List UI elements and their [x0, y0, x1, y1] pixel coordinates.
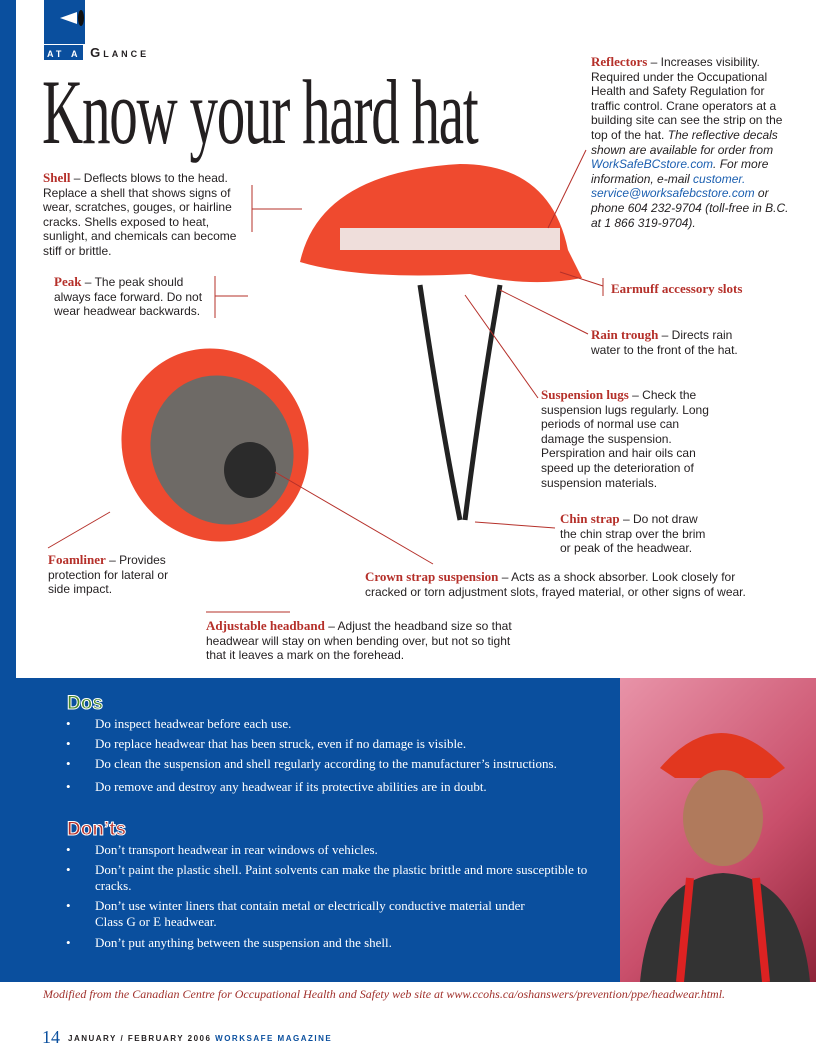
list-item: • Do inspect headwear before each use. — [66, 716, 292, 731]
email-link[interactable]: customer. service@worksafebcstore.com — [591, 171, 755, 201]
page-number: 14 — [42, 1027, 60, 1047]
source-note: Modified from the Canadian Centre for Occupational Health and Safety web site at www.ccohs.ca/oshanswers/prevention/ppe/headwear.html. — [43, 987, 726, 1001]
list-item: • Don’t use winter liners that contain metal or electrically conductive material under Class G or E headwear. — [66, 898, 525, 929]
dos-heading: Dos — [67, 693, 103, 714]
page-title: Know your hard hat — [42, 61, 478, 163]
callout-suspension-lugs: Suspension lugs – Check the suspension lugs regularly. Long periods of normal use can damage the suspension. Perspiration and hair oils can speed up the deterioration of suspension materials. — [541, 387, 709, 490]
dos-donts-panel — [0, 678, 620, 982]
list-item: • Do clean the suspension and shell regularly according to the manufacturer’s instructions. — [66, 756, 557, 771]
callout-earmuff: Earmuff accessory slots — [611, 281, 743, 296]
list-item: • Don’t put anything between the suspension and the shell. — [66, 935, 392, 950]
callout-peak: Peak – The peak should always face forward. Do not wear headwear backwards. — [54, 274, 203, 319]
section-kicker: at a Glance — [44, 45, 149, 60]
list-item: • Don’t transport headwear in rear windows of vehicles. — [66, 842, 378, 857]
list-item: • Don’t paint the plastic shell. Paint solvents can make the plastic brittle and more susceptible to cracks. — [66, 862, 588, 893]
callout-crown-strap: Crown strap suspension – Acts as a shock absorber. Look closely for cracked or torn adjustment slots, frayed material, or other signs of wear. — [365, 569, 746, 599]
callout-reflectors: Reflectors – Increases visibility. Required under the Occupational Health and Safety Regulation for traffic control. Crane operators at a building site can see the strip on the top of the hat. The reflective decals shown are available for order from WorkSafeBCstore.com. For more information, e-mail customer. service@worksafebcstore.com or phone 604 232-9704 (toll-free in B.C. at 1 866 319-9704). — [591, 54, 789, 230]
worker-photo — [620, 678, 816, 982]
callout-foamliner: Foamliner – Provides protection for lateral or side impact. — [48, 552, 169, 597]
list-item: • Do replace headwear that has been struck, even if no damage is visible. — [66, 736, 467, 751]
donts-heading: Don’ts — [67, 819, 127, 840]
callout-chin-strap: Chin strap – Do not draw the chin strap over the brim or peak of the headwear. — [560, 511, 706, 556]
issue-line: JANUARY / FEBRUARY 2006 WORKSAFE MAGAZINE — [68, 1034, 333, 1043]
callout-headband: Adjustable headband – Adjust the headband size so that headwear will stay on when bending over, but not so tight that it leaves a mark on the forehead. — [206, 618, 512, 663]
list-item: • Do remove and destroy any headwear if its protective abilities are in doubt. — [66, 779, 487, 794]
callout-rain-trough: Rain trough – Directs rain water to the front of the hat. — [591, 327, 738, 357]
callout-shell: Shell – Deflects blows to the head. Replace a shell that shows signs of wear, scratches, gouges, or hairline cracks. Shells exposed to heat, sunlight, and chemicals can become stiff or brittle. — [43, 170, 237, 258]
store-link[interactable]: WorkSafeBCstore.com — [591, 157, 714, 172]
